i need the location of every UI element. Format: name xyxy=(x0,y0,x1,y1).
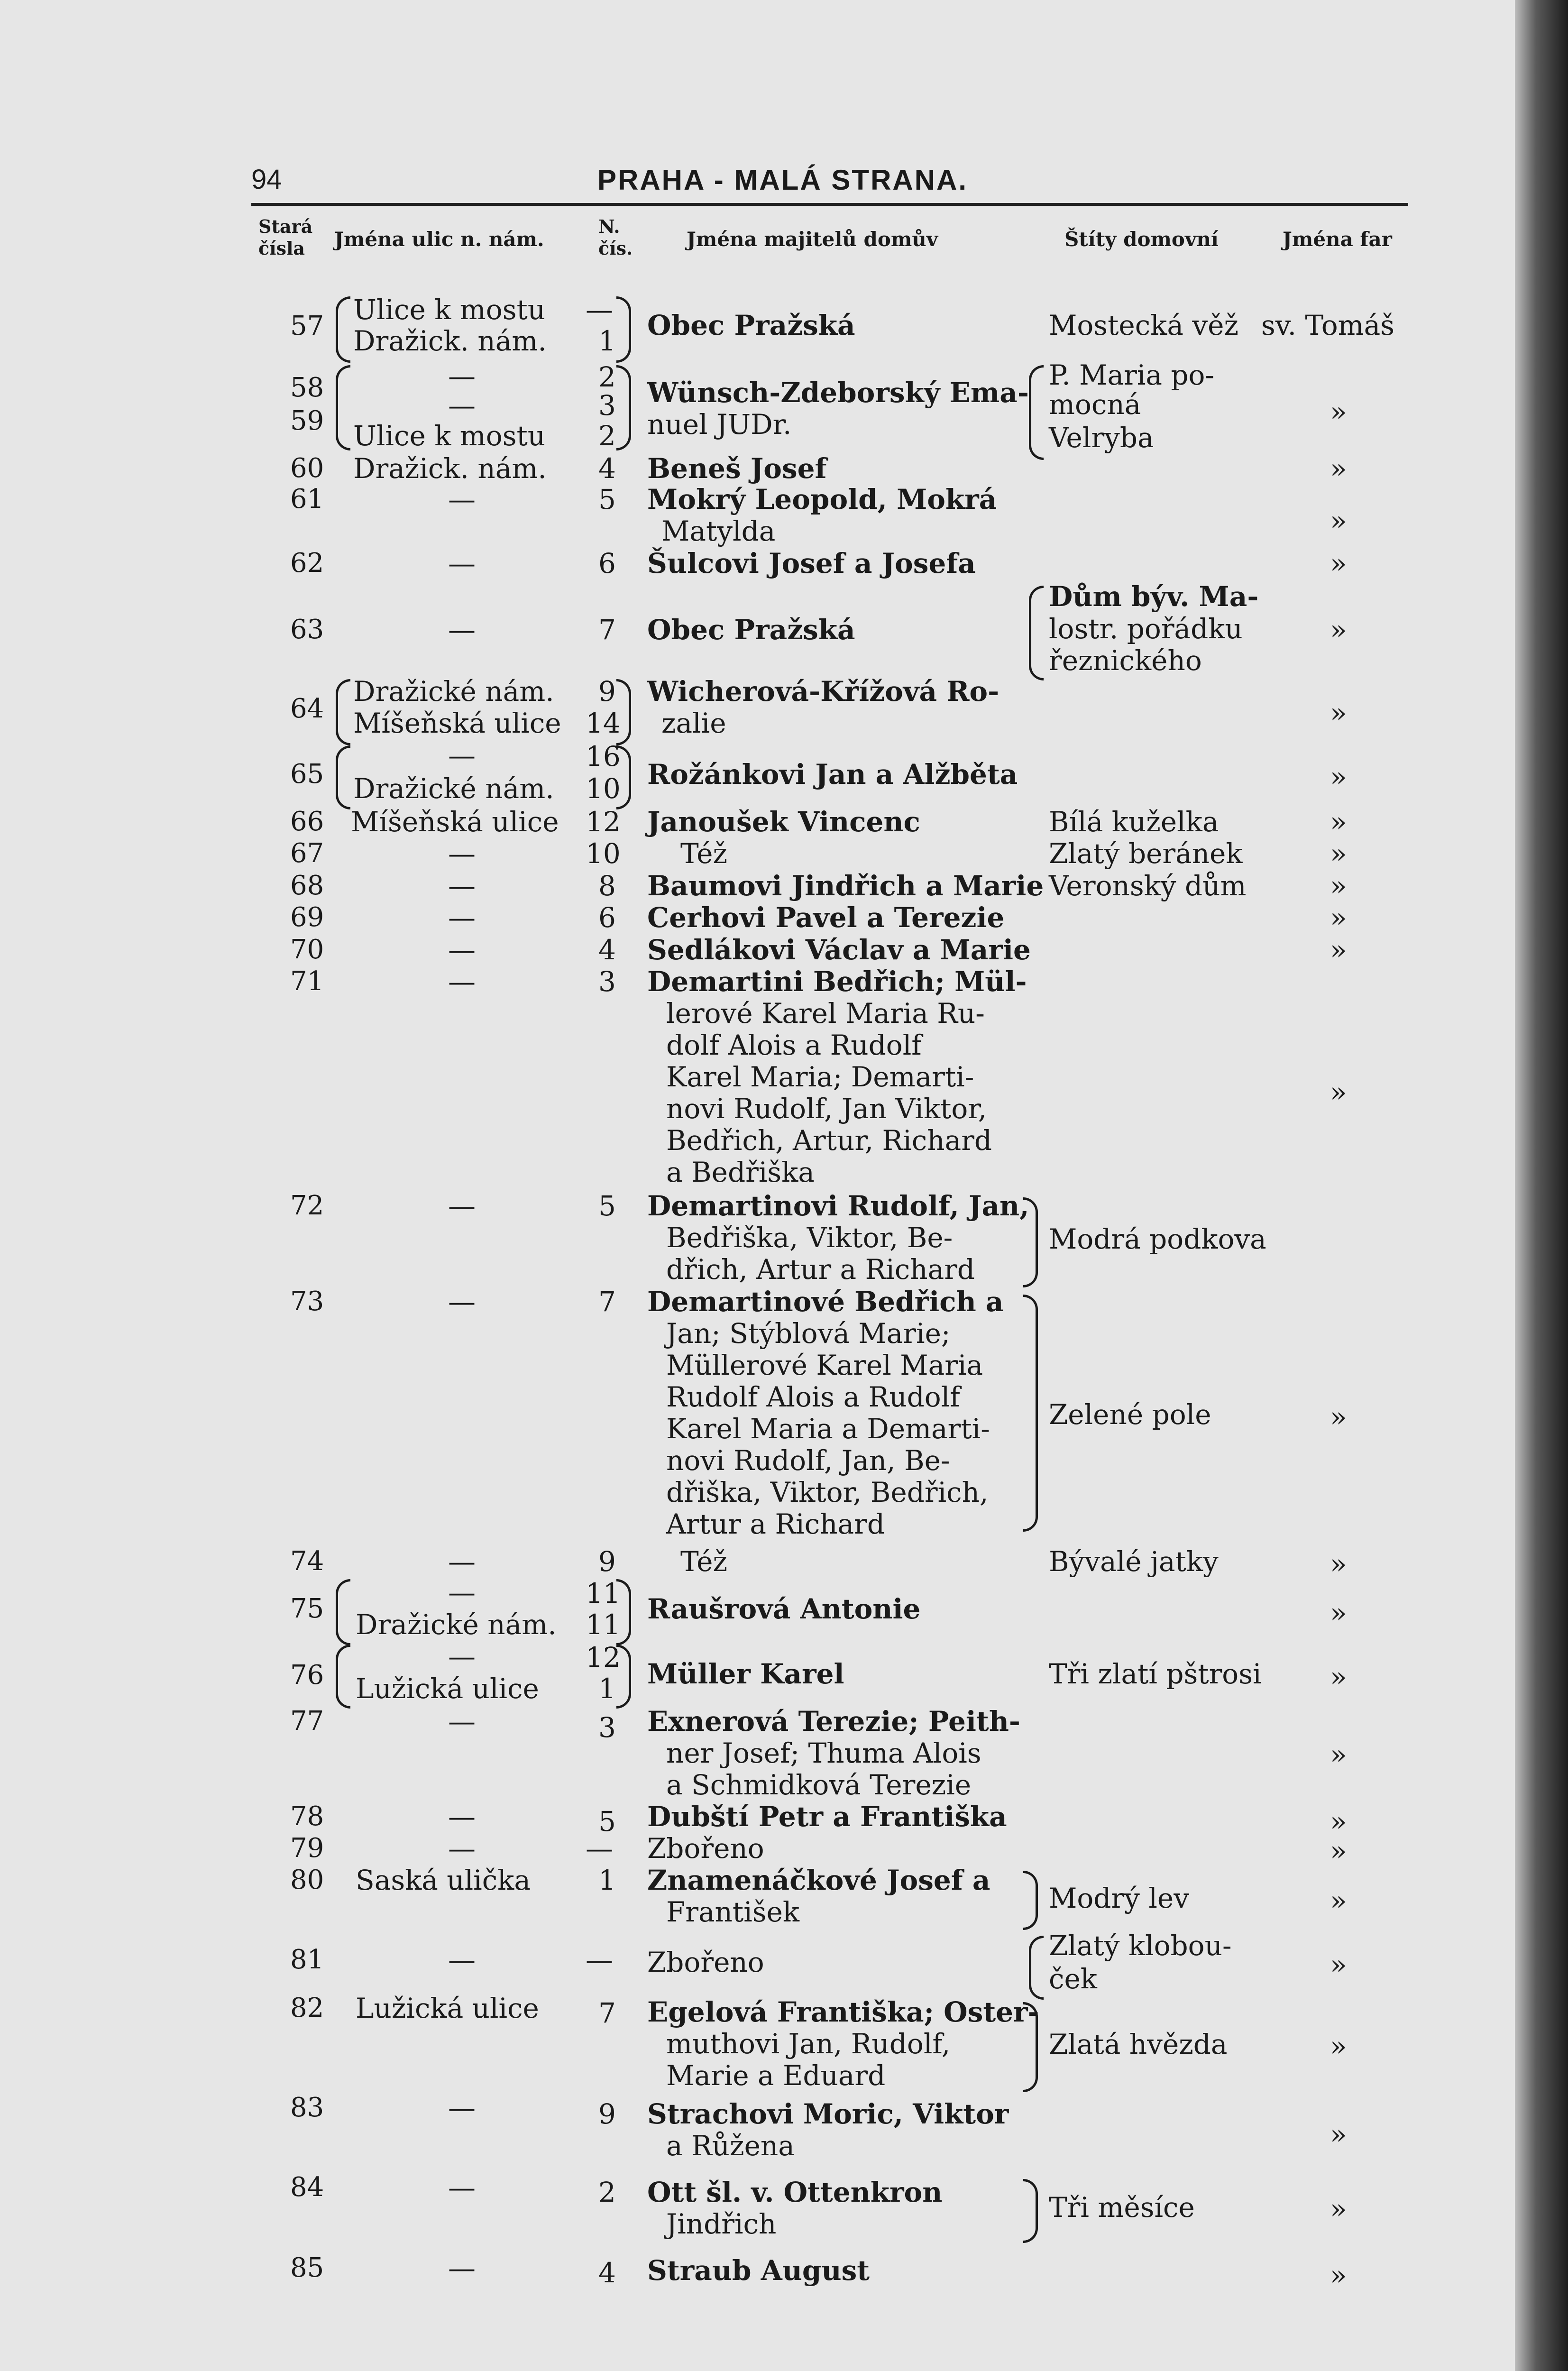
brace xyxy=(1023,2179,1038,2243)
brace xyxy=(616,745,631,809)
street-name: — xyxy=(448,1190,476,1222)
brace xyxy=(1029,586,1044,680)
street-name: — xyxy=(448,1576,476,1608)
parish-name: » xyxy=(1330,1948,1347,1981)
parish-name: » xyxy=(1330,806,1347,838)
new-number: 3 xyxy=(598,389,616,422)
parish-name: » xyxy=(1330,452,1347,485)
owner-name: Šulcovi Josef a Josefa xyxy=(647,547,976,579)
owner-name: Marie a Eduard xyxy=(666,2059,886,2092)
street-name: — xyxy=(448,2092,476,2124)
owner-name: dřich, Artur a Richard xyxy=(666,1253,975,1286)
street-name: — xyxy=(448,1545,476,1578)
street-name: — xyxy=(448,1832,476,1865)
parish-name: » xyxy=(1330,761,1347,793)
street-name: — xyxy=(448,1705,476,1737)
street-name: — xyxy=(448,389,476,422)
brace xyxy=(1029,1936,1044,2000)
brace xyxy=(336,745,350,809)
brace xyxy=(336,1645,350,1709)
new-number: 8 xyxy=(598,870,616,902)
owner-name: Artur a Richard xyxy=(666,1508,885,1540)
header-owners: Jména majitelů domův xyxy=(687,228,938,251)
owner-name: Wicherová-Křížová Ro- xyxy=(647,675,999,708)
old-number: 83 xyxy=(290,2092,324,2123)
new-number: 5 xyxy=(598,483,616,515)
owner-name: František xyxy=(666,1896,799,1928)
brace xyxy=(616,1579,631,1645)
brace xyxy=(1029,365,1044,460)
street-name: — xyxy=(448,870,476,902)
owner-name: Mokrý Leopold, Mokrá xyxy=(647,483,997,515)
new-number: — xyxy=(586,1832,613,1865)
house-sign: Veronský dům xyxy=(1049,870,1247,902)
header-new-number: N. čís. xyxy=(598,216,633,259)
owner-name: Demartinové Bedřich a xyxy=(647,1286,1004,1318)
parish-name: » xyxy=(1330,1401,1347,1433)
old-number: 66 xyxy=(290,806,324,837)
parish-name: » xyxy=(1330,1805,1347,1838)
old-number: 79 xyxy=(290,1833,324,1864)
street-name: — xyxy=(448,965,476,998)
house-sign: Zelené pole xyxy=(1049,1398,1211,1431)
header-signs: Štíty domovní xyxy=(1064,228,1219,251)
owner-name: Znamenáčkové Josef a xyxy=(647,1864,990,1896)
owner-name: Matylda xyxy=(661,515,776,547)
parish-name: » xyxy=(1330,2118,1347,2150)
owner-name: lerové Karel Maria Ru- xyxy=(666,997,985,1029)
new-number: 2 xyxy=(598,361,616,393)
page-title: PRAHA - MALÁ STRANA. xyxy=(597,164,968,196)
old-number: 84 xyxy=(290,2172,324,2203)
brace xyxy=(616,365,631,450)
header-parishes: Jména far xyxy=(1283,228,1392,251)
street-name: — xyxy=(448,360,476,392)
new-number: 5 xyxy=(598,1805,616,1838)
owner-name: Též xyxy=(680,837,728,870)
house-sign: Zlatý klobou- xyxy=(1049,1930,1232,1962)
owner-name: Karel Maria a Demarti- xyxy=(666,1413,990,1445)
owner-name: Obec Pražská xyxy=(647,614,855,646)
owner-name: Též xyxy=(680,1545,728,1578)
brace xyxy=(336,296,350,363)
owner-name: Rudolf Alois a Rudolf xyxy=(666,1381,960,1413)
street-name: Lužická ulice xyxy=(356,1673,539,1705)
header-rule xyxy=(251,203,1408,206)
new-number: 4 xyxy=(598,452,616,485)
street-name: — xyxy=(448,1801,476,1833)
old-number: 81 xyxy=(290,1944,324,1975)
parish-name: » xyxy=(1330,2193,1347,2225)
new-number: 4 xyxy=(598,2257,616,2289)
parish-name: » xyxy=(1330,547,1347,579)
house-sign: Dům býv. Ma- xyxy=(1049,580,1259,613)
street-name: Míšeňská ulice xyxy=(353,707,561,739)
street-name: — xyxy=(448,1640,476,1673)
owner-name: nuel JUDr. xyxy=(647,408,792,441)
owner-name: Sedlákovi Václav a Marie xyxy=(647,934,1031,966)
street-name: — xyxy=(448,901,476,934)
old-number: 58 xyxy=(290,372,324,403)
owner-name: Jindřich xyxy=(666,2208,777,2240)
street-name: Dražick. nám. xyxy=(353,325,547,357)
old-number: 64 xyxy=(290,693,324,724)
old-number: 68 xyxy=(290,870,324,901)
old-number: 59 xyxy=(290,405,324,436)
owner-name: Zbořeno xyxy=(647,1946,764,1978)
new-number: 14 xyxy=(586,707,621,739)
owner-name: dolf Alois a Rudolf xyxy=(666,1029,922,1061)
old-number: 77 xyxy=(290,1706,324,1737)
parish-name: » xyxy=(1330,505,1347,537)
street-name: Dražické nám. xyxy=(353,675,554,708)
owner-name: a Schmidková Terezie xyxy=(666,1769,972,1801)
parish-name: » xyxy=(1330,934,1347,966)
brace xyxy=(1023,1295,1038,1532)
parish-name: » xyxy=(1330,1076,1347,1108)
owner-name: Strachovi Moric, Viktor xyxy=(647,2098,1009,2130)
new-number: 3 xyxy=(598,1711,616,1744)
street-name: — xyxy=(448,483,476,515)
owner-name: a Růžena xyxy=(666,2130,795,2162)
new-number: 9 xyxy=(598,2098,616,2130)
old-number: 78 xyxy=(290,1801,324,1832)
new-number: — xyxy=(586,294,613,326)
parish-name: » xyxy=(1330,1738,1347,1771)
owner-name: Demartinovi Rudolf, Jan, xyxy=(647,1190,1029,1222)
house-sign: Bílá kuželka xyxy=(1049,806,1219,838)
old-number: 80 xyxy=(290,1865,324,1895)
new-number: 10 xyxy=(586,772,621,805)
new-number: 5 xyxy=(598,1190,616,1222)
old-number: 61 xyxy=(290,484,324,515)
owner-name: Raušrová Antonie xyxy=(647,1593,921,1625)
house-sign: Zlatý beránek xyxy=(1049,837,1243,870)
street-name: — xyxy=(448,547,476,579)
new-number: 9 xyxy=(598,675,616,708)
street-name: Lužická ulice xyxy=(356,1992,539,2024)
parish-name: » xyxy=(1330,395,1347,428)
old-number: 60 xyxy=(290,453,324,484)
old-number: 62 xyxy=(290,548,324,579)
street-name: — xyxy=(448,2171,476,2204)
new-number: 7 xyxy=(598,614,616,646)
new-number: 7 xyxy=(598,1286,616,1318)
new-number: 12 xyxy=(586,1641,621,1673)
owner-name: muthovi Jan, Rudolf, xyxy=(666,2028,951,2060)
new-number: 10 xyxy=(586,837,621,870)
old-number: 74 xyxy=(290,1546,324,1577)
street-name: Dražické nám. xyxy=(356,1608,557,1641)
owner-name: Egelová Františka; Oster- xyxy=(647,1996,1039,2028)
owner-name: Demartini Bedřich; Mül- xyxy=(647,965,1027,998)
parish-name: » xyxy=(1330,697,1347,729)
house-sign: Modrá podkova xyxy=(1049,1223,1266,1255)
owner-name: Obec Pražská xyxy=(647,309,855,341)
house-sign: řeznického xyxy=(1049,644,1202,677)
new-number: 1 xyxy=(598,325,616,357)
owner-name: novi Rudolf, Jan Viktor, xyxy=(666,1093,987,1125)
owner-name: ner Josef; Thuma Alois xyxy=(666,1737,981,1769)
house-sign: Mostecká věž xyxy=(1049,309,1238,341)
owner-name: Müller Karel xyxy=(647,1658,844,1690)
owner-name: Rožánkovi Jan a Alžběta xyxy=(647,758,1018,790)
owner-name: Straub August xyxy=(647,2254,870,2287)
owner-name: zalie xyxy=(661,707,726,739)
owner-name: Baumovi Jindřich a Marie xyxy=(647,870,1044,902)
house-sign: Zlatá hvězda xyxy=(1049,2028,1228,2060)
old-number: 75 xyxy=(290,1593,324,1624)
owner-name: Wünsch-Zdeborský Ema- xyxy=(647,377,1029,409)
old-number: 82 xyxy=(290,1993,324,2023)
owner-name: a Bedřiška xyxy=(666,1156,815,1188)
parish-name: » xyxy=(1330,837,1347,870)
new-number: 6 xyxy=(598,547,616,579)
house-sign: Tři měsíce xyxy=(1049,2191,1195,2224)
house-sign: mocná xyxy=(1049,388,1141,421)
brace xyxy=(336,365,350,450)
parish-name: » xyxy=(1330,901,1347,934)
old-number: 72 xyxy=(290,1190,324,1221)
header-old-number: Stará čísla xyxy=(258,216,313,259)
page-number: 94 xyxy=(251,164,282,195)
new-number: 1 xyxy=(598,1673,616,1705)
street-name: Míšeňská ulice xyxy=(351,806,559,838)
street-name: — xyxy=(448,1286,476,1318)
new-number: — xyxy=(586,1944,613,1976)
new-number: 3 xyxy=(598,965,616,998)
brace xyxy=(1023,1871,1038,1930)
parish-name: sv. Tomáš xyxy=(1261,309,1394,341)
brace xyxy=(616,679,631,745)
parish-name: » xyxy=(1330,2030,1347,2062)
brace xyxy=(336,679,350,745)
owner-name: Jan; Stýblová Marie; xyxy=(666,1317,951,1350)
old-number: 70 xyxy=(290,934,324,965)
street-name: — xyxy=(448,739,476,772)
brace xyxy=(1023,2002,1038,2092)
owner-name: Janoušek Vincenc xyxy=(647,806,920,838)
new-number: 6 xyxy=(598,901,616,934)
owner-name: Karel Maria; Demarti- xyxy=(666,1061,974,1093)
street-name: Ulice k mostu xyxy=(353,294,546,326)
parish-name: » xyxy=(1330,2259,1347,2291)
new-number: 9 xyxy=(598,1545,616,1578)
owner-name: Bedřiška, Viktor, Be- xyxy=(666,1222,953,1254)
old-number: 71 xyxy=(290,966,324,997)
parish-name: » xyxy=(1330,614,1347,646)
page-edge-shadow xyxy=(1515,0,1568,2371)
brace xyxy=(1023,1197,1038,1287)
street-name: Saská ulička xyxy=(356,1864,531,1896)
street-name: Dražické nám. xyxy=(353,772,554,805)
parish-name: » xyxy=(1330,1661,1347,1693)
old-number: 63 xyxy=(290,614,324,645)
owner-name: Beneš Josef xyxy=(647,452,827,485)
old-number: 67 xyxy=(290,838,324,869)
street-name: — xyxy=(448,934,476,966)
owner-name: Müllerové Karel Maria xyxy=(666,1349,983,1381)
header-street: Jména ulic n. nám. xyxy=(334,228,544,251)
parish-name: » xyxy=(1330,1835,1347,1867)
parish-name: » xyxy=(1330,1597,1347,1629)
street-name: Dražick. nám. xyxy=(353,452,547,485)
parish-name: » xyxy=(1330,870,1347,902)
old-number: 76 xyxy=(290,1660,324,1691)
house-sign: lostr. pořádku xyxy=(1049,613,1243,645)
street-name: — xyxy=(448,614,476,646)
new-number: 2 xyxy=(598,2176,616,2208)
house-sign: Tři zlatí pštrosi xyxy=(1049,1658,1262,1690)
owner-name: dřiška, Viktor, Bedřich, xyxy=(666,1476,989,1508)
new-number: 7 xyxy=(598,1997,616,2029)
new-number: 1 xyxy=(598,1864,616,1896)
house-sign: Bývalé jatky xyxy=(1049,1545,1219,1578)
street-name: Ulice k mostu xyxy=(353,420,546,452)
new-number: 11 xyxy=(586,1577,621,1609)
new-number: 11 xyxy=(586,1608,621,1641)
owner-name: Dubští Petr a Františka xyxy=(647,1801,1007,1833)
owner-name: Zbořeno xyxy=(647,1832,764,1865)
street-name: — xyxy=(448,1944,476,1976)
parish-name: » xyxy=(1330,1548,1347,1580)
brace xyxy=(616,296,631,363)
new-number: 16 xyxy=(586,740,621,772)
parish-name: » xyxy=(1330,1884,1347,1917)
old-number: 85 xyxy=(290,2252,324,2283)
street-name: — xyxy=(448,2252,476,2284)
owner-name: Cerhovi Pavel a Terezie xyxy=(647,901,1005,934)
new-number: 2 xyxy=(598,420,616,452)
old-number: 57 xyxy=(290,311,324,341)
old-number: 65 xyxy=(290,759,324,790)
owner-name: novi Rudolf, Jan, Be- xyxy=(666,1444,950,1477)
owner-name: Bedřich, Artur, Richard xyxy=(666,1124,992,1157)
house-sign: P. Maria po- xyxy=(1049,359,1215,391)
old-number: 69 xyxy=(290,902,324,933)
house-sign: Modrý lev xyxy=(1049,1882,1190,1914)
owner-name: Exnerová Terezie; Peith- xyxy=(647,1705,1020,1737)
brace xyxy=(616,1645,631,1709)
brace xyxy=(336,1579,350,1645)
house-sign: Velryba xyxy=(1049,422,1154,454)
house-sign: ček xyxy=(1049,1963,1097,1995)
street-name: — xyxy=(448,837,476,870)
new-number: 4 xyxy=(598,934,616,966)
old-number: 73 xyxy=(290,1286,324,1317)
owner-name: Ott šl. v. Ottenkron xyxy=(647,2176,943,2208)
new-number: 12 xyxy=(586,806,621,838)
